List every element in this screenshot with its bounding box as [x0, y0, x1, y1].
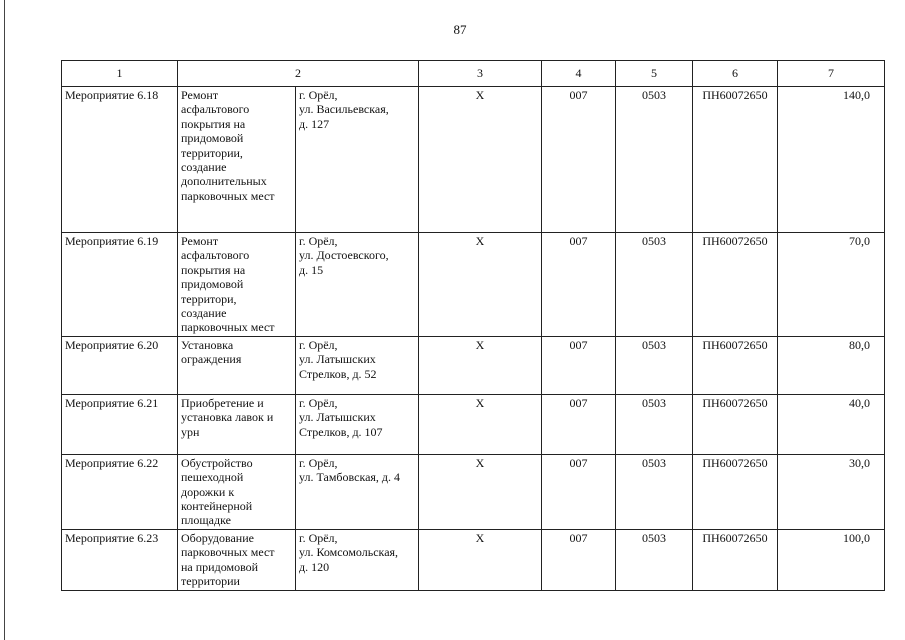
col7-cell: 100,0 [778, 529, 885, 590]
header-cell: 5 [616, 61, 693, 87]
col6-cell: ПН60072650 [693, 454, 778, 529]
col3-cell: Х [419, 394, 542, 454]
description-text: Ремонт асфальтового покрытия на придомовой территори, создание парковочных мест [181, 234, 275, 335]
description-text: Установка ограждения [181, 337, 242, 367]
measure-cell: Мероприятие 6.19 [62, 233, 178, 337]
col3-cell: Х [419, 454, 542, 529]
col4-cell: 007 [542, 336, 616, 394]
header-row [62, 61, 885, 87]
header-cell: 4 [542, 61, 616, 87]
description-address-cell [178, 454, 419, 529]
measure-cell: Мероприятие 6.20 [62, 336, 178, 394]
table-row [62, 87, 885, 233]
col5-cell: 0503 [616, 394, 693, 454]
address-text: г. Орёл, ул. Латышских Стрелков, д. 107 [299, 395, 383, 439]
address-text: г. Орёл, ул. Тамбовская, д. 4 [299, 455, 401, 485]
col5-cell: 0503 [616, 529, 693, 590]
table-row [62, 336, 885, 394]
header-cell: 6 [693, 61, 778, 87]
description-address-cell [178, 87, 419, 233]
description-text: Оборудование парковочных мест на придомовой территории [181, 530, 275, 589]
description-text: Ремонт асфальтового покрытия на придомовой территории, создание дополнительных парковочных мест [181, 88, 275, 203]
col3-cell: Х [419, 87, 542, 233]
header-cell: 7 [778, 61, 885, 87]
col6-cell: ПН60072650 [693, 529, 778, 590]
col7-cell: 140,0 [778, 87, 885, 233]
measure-cell: Мероприятие 6.22 [62, 454, 178, 529]
col6-cell: ПН60072650 [693, 394, 778, 454]
address-text: г. Орёл, ул. Латышских Стрелков, д. 52 [299, 337, 377, 381]
col7-cell: 40,0 [778, 394, 885, 454]
col7-cell: 80,0 [778, 336, 885, 394]
description-address-cell [178, 336, 419, 394]
header-cell: 1 [62, 61, 178, 87]
budget-table [61, 60, 885, 591]
description-text: Обустройство пешеходной дорожки к контейнерной площадке [181, 455, 253, 528]
col5-cell: 0503 [616, 336, 693, 394]
description-address-cell [178, 233, 419, 337]
col3-cell: Х [419, 233, 542, 337]
table-row [62, 529, 885, 590]
col7-cell: 30,0 [778, 454, 885, 529]
col4-cell: 007 [542, 233, 616, 337]
col7-cell: 70,0 [778, 233, 885, 337]
address-text: г. Орёл, ул. Комсомольская, д. 120 [299, 530, 399, 574]
table-row [62, 454, 885, 529]
description-text: Приобретение и установка лавок и урн [181, 395, 274, 439]
measure-cell: Мероприятие 6.21 [62, 394, 178, 454]
page-edge-line [4, 0, 5, 640]
col5-cell: 0503 [616, 454, 693, 529]
col4-cell: 007 [542, 529, 616, 590]
measure-cell: Мероприятие 6.23 [62, 529, 178, 590]
address-text: г. Орёл, ул. Достоевского, д. 15 [299, 234, 389, 277]
col4-cell: 007 [542, 394, 616, 454]
col3-cell: Х [419, 529, 542, 590]
measure-cell: Мероприятие 6.18 [62, 87, 178, 233]
col3-cell: Х [419, 336, 542, 394]
col4-cell: 007 [542, 454, 616, 529]
address-text: г. Орёл, ул. Васильевская, д. 127 [299, 88, 389, 131]
table-row [62, 233, 885, 337]
col6-cell: ПН60072650 [693, 336, 778, 394]
col5-cell: 0503 [616, 87, 693, 233]
col6-cell: ПН60072650 [693, 233, 778, 337]
page-number: 87 [453, 22, 467, 37]
col5-cell: 0503 [616, 233, 693, 337]
col4-cell: 007 [542, 87, 616, 233]
header-cell: 3 [419, 61, 542, 87]
description-address-cell [178, 529, 419, 590]
header-cell: 2 [178, 61, 419, 87]
col6-cell: ПН60072650 [693, 87, 778, 233]
table-row [62, 394, 885, 454]
description-address-cell [178, 394, 419, 454]
